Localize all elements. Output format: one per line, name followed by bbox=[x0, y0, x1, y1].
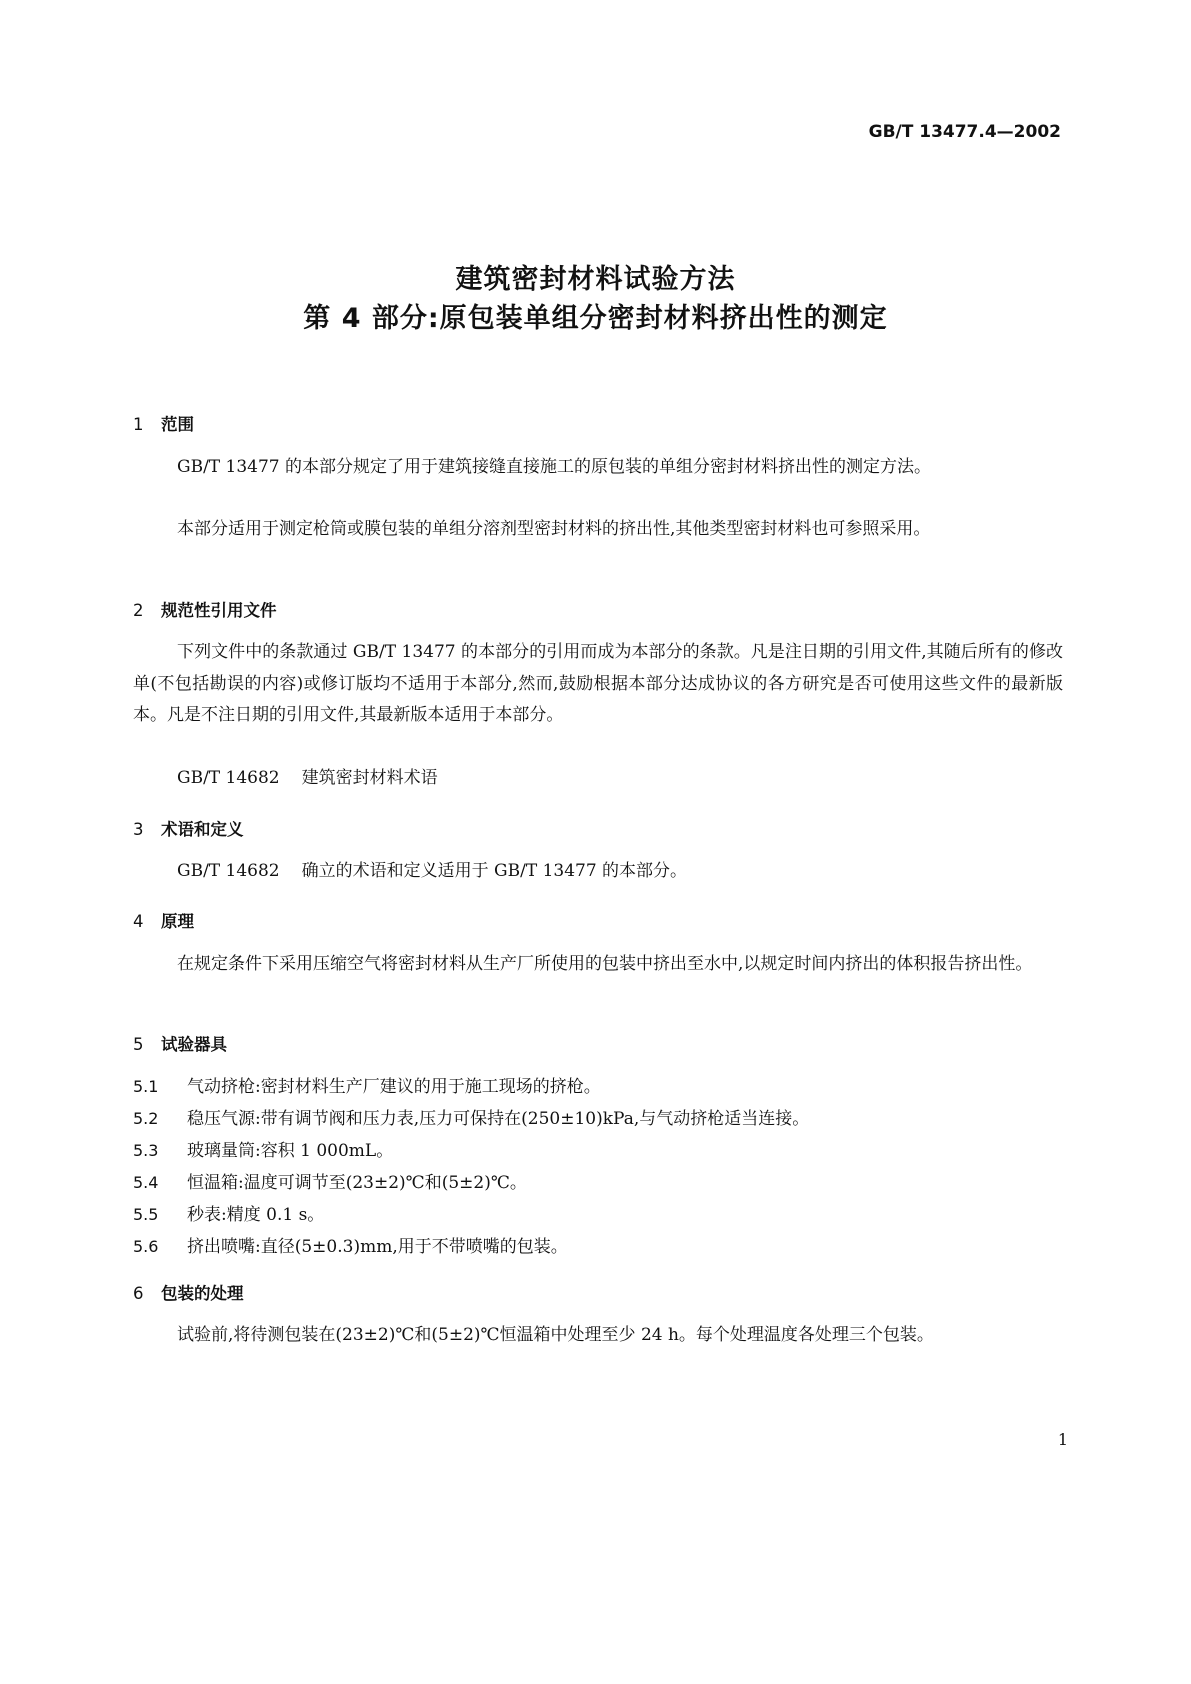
paragraph-text: 试验前,将待测包装在(23±2)℃和(5±2)℃恒温箱中处理至少 24 h。每个处理温度各处理三个包装。 bbox=[177, 1325, 934, 1345]
list-item bbox=[133, 1135, 393, 1168]
standard-number: GB/T 13477.4—2002 bbox=[868, 122, 1061, 142]
section-title: 原理 bbox=[161, 912, 194, 931]
item-text: 玻璃量筒:容积 1 000mL。 bbox=[187, 1141, 394, 1161]
paragraph-text: 在规定条件下采用压缩空气将密封材料从生产厂所使用的包装中挤出至水中,以规定时间内挤出的体积报告挤出性。 bbox=[177, 954, 1033, 974]
title-line-1: 建筑密封材料试验方法 bbox=[455, 264, 736, 295]
paragraph bbox=[177, 856, 687, 888]
section-number: 4 bbox=[133, 912, 144, 931]
section-title: 规范性引用文件 bbox=[161, 601, 277, 620]
section-heading-6 bbox=[133, 1280, 244, 1304]
section-number: 2 bbox=[133, 601, 144, 620]
paragraph bbox=[133, 1320, 1063, 1352]
section-title: 包装的处理 bbox=[161, 1284, 244, 1303]
item-number: 5.5 bbox=[133, 1205, 159, 1224]
item-number: 5.2 bbox=[133, 1109, 159, 1128]
section-heading-4 bbox=[133, 908, 194, 932]
section-heading-2 bbox=[133, 597, 277, 621]
paragraph bbox=[133, 514, 1063, 546]
page-number: 1 bbox=[1057, 1430, 1068, 1449]
section-heading-5 bbox=[133, 1031, 227, 1055]
section-heading-1 bbox=[133, 411, 194, 435]
item-text: 秒表:精度 0.1 s。 bbox=[187, 1205, 325, 1225]
paragraph-text: GB/T 13477 的本部分规定了用于建筑接缝直接施工的原包装的单组分密封材料挤出性的测定方法。 bbox=[177, 457, 932, 477]
section-heading-3 bbox=[133, 816, 244, 840]
paragraph-text: 确立的术语和定义适用于 GB/T 13477 的本部分。 bbox=[301, 861, 688, 881]
paragraph-text: 下列文件中的条款通过 GB/T 13477 的本部分的引用而成为本部分的条款。凡是注日期的引用文件,其随后所有的修改单(不包括勘误的内容)或修订版均不适用于本部分,然而,鼓励根据本部分达成协议的各方研究是否可使用这些文件的最新版本。凡是不注日期的引用文件,其最新版本适用于本部分。 bbox=[133, 642, 1063, 725]
reference-code: GB/T 14682 bbox=[177, 768, 280, 788]
title-line-2: 第 4 部分:原包装单组分密封材料挤出性的测定 bbox=[303, 303, 888, 334]
section-title: 范围 bbox=[161, 415, 194, 434]
item-text: 挤出喷嘴:直径(5±0.3)mm,用于不带喷嘴的包装。 bbox=[187, 1237, 568, 1257]
section-number: 3 bbox=[133, 820, 144, 839]
list-item bbox=[133, 1231, 568, 1264]
item-number: 5.6 bbox=[133, 1237, 159, 1256]
item-text: 稳压气源:带有调节阀和压力表,压力可保持在(250±10)kPa,与气动挤枪适当连接。 bbox=[187, 1109, 810, 1129]
item-number: 5.3 bbox=[133, 1141, 159, 1160]
section-number: 6 bbox=[133, 1284, 144, 1303]
reference-title: 建筑密封材料术语 bbox=[301, 768, 438, 788]
section-number: 1 bbox=[133, 415, 144, 434]
paragraph bbox=[133, 637, 1063, 732]
list-item bbox=[133, 1199, 324, 1232]
item-number: 5.1 bbox=[133, 1077, 159, 1096]
section-title: 术语和定义 bbox=[161, 820, 244, 839]
paragraph-text: 本部分适用于测定枪筒或膜包装的单组分溶剂型密封材料的挤出性,其他类型密封材料也可参照采用。 bbox=[177, 519, 931, 539]
item-number: 5.4 bbox=[133, 1173, 159, 1192]
normative-reference bbox=[177, 763, 438, 795]
paragraph bbox=[133, 949, 1063, 981]
list-item bbox=[133, 1167, 527, 1200]
list-item bbox=[133, 1071, 601, 1104]
item-text: 恒温箱:温度可调节至(23±2)℃和(5±2)℃。 bbox=[187, 1173, 527, 1193]
paragraph bbox=[133, 452, 1063, 484]
reference-code: GB/T 14682 bbox=[177, 861, 280, 881]
section-number: 5 bbox=[133, 1035, 144, 1054]
section-title: 试验器具 bbox=[161, 1035, 227, 1054]
list-item bbox=[133, 1103, 809, 1136]
item-text: 气动挤枪:密封材料生产厂建议的用于施工现场的挤枪。 bbox=[187, 1077, 601, 1097]
